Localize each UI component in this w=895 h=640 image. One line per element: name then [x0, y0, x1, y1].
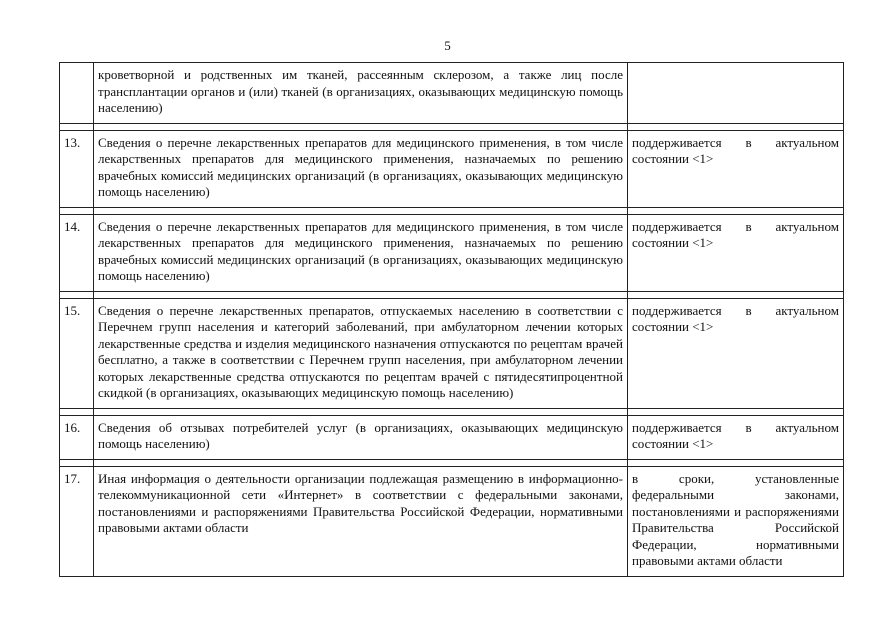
row-term: в сроки, установленные федеральными законами, постановлениями и распоряжениями Правительства Российской Федерации, нормативными правовыми актами области — [628, 466, 844, 576]
row-term: поддерживается в актуальном состоянии <1> — [628, 298, 844, 408]
table-row — [60, 214, 844, 291]
row-term: поддерживается в актуальном состоянии <1> — [628, 130, 844, 207]
table-row — [60, 466, 844, 576]
table-row — [60, 130, 844, 207]
row-spacer — [60, 207, 844, 214]
table-row — [60, 298, 844, 408]
row-spacer — [60, 408, 844, 415]
row-description: Сведения о перечне лекарственных препаратов для медицинского применения, в том числе лекарственных препаратов для медицинского применения, назначаемых по решению врачебных комиссий медицинских организаций (в организациях, оказывающих медицинскую помощь населению) — [94, 130, 628, 207]
information-table — [59, 62, 844, 577]
row-number: 16. — [60, 415, 94, 459]
row-description: Сведения об отзывах потребителей услуг (в организациях, оказывающих медицинскую помощь населению) — [94, 415, 628, 459]
row-description: кроветворной и родственных им тканей, рассеянным склерозом, а также лиц после трансплантации органов и (или) тканей (в организациях, оказывающих медицинскую помощь населению) — [94, 63, 628, 124]
row-number: 17. — [60, 466, 94, 576]
row-description: Иная информация о деятельности организации подлежащая размещению в информационно-телекоммуникационной сети «Интернет» в соответствии с федеральными законами, постановлениями и распоряжениями Правительства Российской Федерации, нормативными правовыми актами области — [94, 466, 628, 576]
page-number: 5 — [444, 38, 451, 53]
row-description: Сведения о перечне лекарственных препаратов, отпускаемых населению в соответствии с Перечнем групп населения и категорий заболеваний, при амбулаторном лечении которых лекарственные средства и изделия медицинского назначения отпускаются по рецептам врачей бесплатно, а также в соответствии с Перечнем групп населения, при амбулаторном лечении которых лекарственные средства отпускаются по рецептам врачей с пятидесятипроцентной скидкой (в организациях, оказывающих медицинскую помощь населению) — [94, 298, 628, 408]
row-spacer — [60, 123, 844, 130]
row-description: Сведения о перечне лекарственных препаратов для медицинского применения, в том числе лекарственных препаратов для медицинского применения, назначаемых по решению врачебных комиссий медицинских организаций (в организациях, оказывающих медицинскую помощь населению) — [94, 214, 628, 291]
row-number: 15. — [60, 298, 94, 408]
row-spacer — [60, 291, 844, 298]
row-term — [628, 63, 844, 124]
row-number: 13. — [60, 130, 94, 207]
row-term: поддерживается в актуальном состоянии <1> — [628, 415, 844, 459]
row-spacer — [60, 459, 844, 466]
row-term: поддерживается в актуальном состоянии <1> — [628, 214, 844, 291]
table-row — [60, 415, 844, 459]
row-number: 14. — [60, 214, 94, 291]
table-row-continuation — [60, 63, 844, 124]
row-number-cell — [60, 63, 94, 124]
